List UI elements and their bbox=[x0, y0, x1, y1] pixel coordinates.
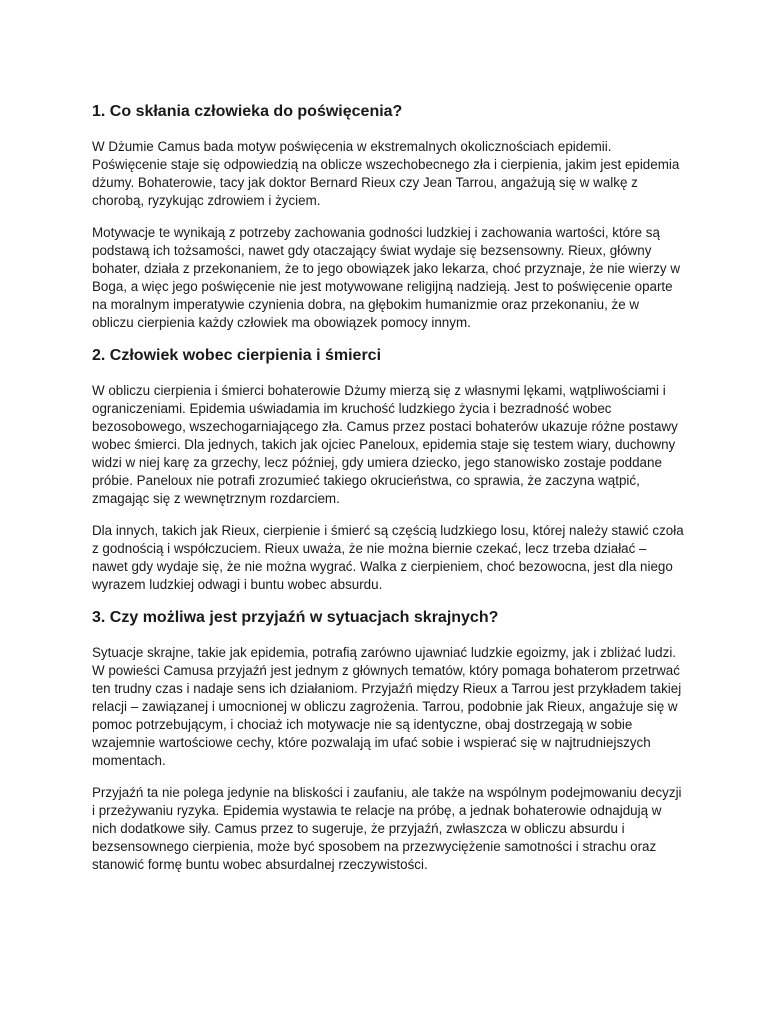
section-2 bbox=[92, 346, 684, 594]
section-3 bbox=[92, 608, 684, 874]
section-1 bbox=[92, 102, 684, 332]
paragraph: Sytuacje skrajne, takie jak epidemia, potrafią zarówno ujawniać ludzkie egoizmy, jak i zbliżać ludzi. W powieści Camusa przyjaźń jest jednym z głównych tematów, który pomaga bohaterom przetrwać ten trudny czas i nadaje sens ich działaniom. Przyjaźń między Rieux a Tarrou jest przykładem takiej relacji – zawiązanej i umocnionej w obliczu zagrożenia. Tarrou, podobnie jak Rieux, angażuje się w pomoc potrzebującym, i chociaż ich motywacje nie są identyczne, obaj dostrzegają w sobie wzajemnie wartościowe cechy, które pozwalają im ufać sobie i wspierać się w najtrudniejszych momentach. bbox=[92, 645, 682, 768]
paragraph: Motywacje te wynikają z potrzeby zachowania godności ludzkiej i zachowania wartości, które są podstawą ich tożsamości, nawet gdy otaczający świat wydaje się bezsensowny. Rieux, główny bohater, działa z przekonaniem, że to jego obowiązek jako lekarza, choć przyznaje, że nie wierzy w Boga, a więc jego poświęcenie nie jest motywowane religijną nadzieją. Jest to poświęcenie oparte na moralnym imperatywie czynienia dobra, na głębokim humanizmie oraz przekonaniu, że w obliczu cierpienia każdy człowiek ma obowiązek pomocy innym. bbox=[92, 225, 681, 330]
section-heading: 3. Czy możliwa jest przyjaźń w sytuacjach skrajnych? bbox=[92, 609, 499, 626]
paragraph: W Dżumie Camus bada motyw poświęcenia w ekstremalnych okolicznościach epidemii. Poświęcenie staje się odpowiedzią na oblicze wszechobecnego zła i cierpienia, jakim jest epidemia dżumy. Bohaterowie, tacy jak doktor Bernard Rieux czy Jean Tarrou, angażują się w walkę z chorobą, ryzykując zdrowiem i życiem. bbox=[92, 139, 680, 208]
section-heading: 1. Co skłania człowieka do poświęcenia? bbox=[92, 103, 403, 120]
paragraph: W obliczu cierpienia i śmierci bohaterowie Dżumy mierzą się z własnymi lękami, wątpliwościami i ograniczeniami. Epidemia uświadamia im kruchość ludzkiego życia i bezradność wobec bezosobowego, wszechogarniającego zła. Camus przez postaci bohaterów ukazuje różne postawy wobec śmierci. Dla jednych, takich jak ojciec Paneloux, epidemia staje się testem wiary, duchowny widzi w niej karę za grzechy, lecz później, gdy umiera dziecko, jego stanowisko zostaje poddane próbie. Paneloux nie potrafi zrozumieć takiego okrucieństwa, co sprawia, że zaczyna wątpić, zmagając się z wewnętrznym rozdarciem. bbox=[92, 383, 678, 506]
paragraph: Przyjaźń ta nie polega jedynie na bliskości i zaufaniu, ale także na wspólnym podejmowaniu decyzji i przeżywaniu ryzyka. Epidemia wystawia te relacje na próbę, a jednak bohaterowie odnajdują w nich dodatkowe siły. Camus przez to sugeruje, że przyjaźń, zwłaszcza w obliczu absurdu i bezsensownego cierpienia, może być sposobem na przezwyciężenie samotności i strachu oraz stanowić formę buntu wobec absurdalnej rzeczywistości. bbox=[92, 785, 682, 872]
section-heading: 2. Człowiek wobec cierpienia i śmierci bbox=[92, 347, 382, 364]
paragraph: Dla innych, takich jak Rieux, cierpienie i śmierć są częścią ludzkiego losu, której należy stawić czoła z godnością i współczuciem. Rieux uważa, że nie można biernie czekać, lecz trzeba działać – nawet gdy wydaje się, że nie można wygrać. Walka z cierpieniem, choć bezowocna, jest dla niego wyrazem ludzkiej odwagi i buntu wobec absurdu. bbox=[92, 523, 684, 592]
